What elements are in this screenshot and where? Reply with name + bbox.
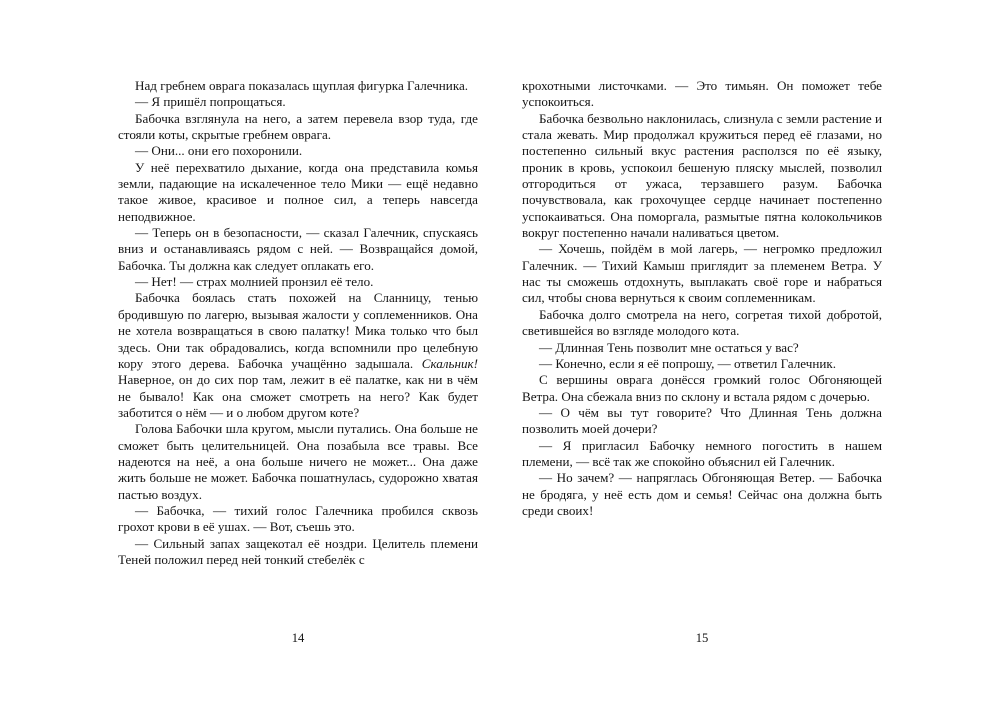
paragraph: — Длинная Тень позволит мне остаться у вас? [539, 339, 799, 355]
paragraph-tail: Наверное, он до сих пор там, лежит в её палатке, как ни в чём не бывало! Как она сможет смотреть на него? Как будет заботится о нём — и о любом другом коте? [118, 372, 478, 420]
paragraph-with-italic [118, 290, 478, 421]
paragraph: — Нет! — страх молнией пронзил её тело. [135, 274, 374, 290]
italic-word: Скальник! [421, 355, 478, 371]
paragraph: — Конечно, если я её попрошу, — ответил Галечник. [539, 355, 836, 371]
paragraph: Над гребнем оврага показалась щуплая фигурка Галечника. [135, 78, 469, 93]
paragraph: — Теперь он в безопасности, — сказал Галечник, спускаясь вниз и останавливаясь рядом с ней. — Возвращайся домой, Бабочка. Ты должна как следует оплакать его. [118, 225, 478, 273]
page-right [522, 78, 882, 707]
page-number-left: 14 [291, 631, 305, 645]
paragraph: — Хочешь, пойдём в мой лагерь, — негромко предложил Галечник. — Тихий Камыш приглядит за племенем Ветра. У нас ты сможешь отдохнуть, выплакать своё горе и набраться сил, чтобы снова вернуться к своим соплеменникам. [522, 241, 882, 306]
paragraph: Бабочка взглянула на него, а затем перевела взор туда, где стояли коты, скрытые гребнем оврага. [118, 110, 478, 143]
paragraph-continuation: крохотными листочками. — Это тимьян. Он поможет тебе успокоиться. [522, 78, 882, 110]
paragraph: — Сильный запах защекотал её ноздри. Целитель племени Теней положил перед ней тонкий стебелёк с [118, 535, 478, 567]
paragraph: У неё перехватило дыхание, когда она представила комья земли, падающие на искалеченное тело Мики — ещё недавно такое живое, красивое и полное сил, а теперь навсегда неподвижное. [118, 159, 478, 224]
page-right-text-column [522, 78, 882, 519]
paragraph: — Я пришёл попрощаться. [135, 94, 286, 110]
page-number-right: 15 [695, 631, 709, 645]
paragraph: — Я пригласил Бабочку немного погостить в нашем племени, — всё так же спокойно объяснил ей Галечник. [522, 437, 882, 469]
paragraph: С вершины оврага донёсся громкий голос Обгоняющей Ветра. Она сбежала вниз по склону и встала рядом с дочерью. [522, 372, 882, 404]
paragraph: — О чём вы тут говорите? Что Длинная Тень должна позволить моей дочери? [522, 404, 882, 437]
page-left-text-column [118, 78, 478, 568]
paragraph: — Бабочка, — тихий голос Галечника пробился сквозь грохот крови в её ушах. — Вот, съешь это. [118, 502, 478, 535]
paragraph: Бабочка долго смотрела на него, согретая тихой добротой, светившейся во взгляде молодого кота. [522, 306, 882, 339]
page-left [118, 78, 478, 707]
paragraph: Бабочка безвольно наклонилась, слизнула с земли растение и стала жевать. Мир продолжал кружиться перед её глазами, но постепенно сильный вкус растения расползся по её языку, проник в кровь, успокоил бешеную пляску мыслей, позволил отгородиться от ужаса, терзавшего разум. Бабочка почувствовала, как грохочущее сердце начинает постепенно успокаиваться. Она поморгала, размытые пятна колокольчиков вокруг постепенно начали наливаться цветом. [522, 110, 882, 241]
paragraph: — Они... они его похоронили. [135, 143, 303, 159]
paragraph: — Но зачем? — напряглась Обгоняющая Ветер. — Бабочка не бродяга, у неё есть дом и семья! Сейчас она должна быть среди своих! [522, 470, 882, 518]
paragraph: Голова Бабочки шла кругом, мысли путались. Она больше не сможет быть целительницей. Она позабыла все травы. Все надеются на неё, а она больше ничего не может... Она даже жить больше не может. Бабочка пошатнулась, судорожно хватая пастью воздух. [118, 421, 478, 502]
paragraph-head: Бабочка боялась стать похожей на Сланницу, тенью бродившую по лагерю, вызывая жалости у соплеменников. Она не хотела возвращаться в свою палатку! Мика только что был здесь. Они так обрадовались, когда вспомнили про целебную кору этого дерева. Бабочка учащённо задышала. [118, 290, 478, 371]
